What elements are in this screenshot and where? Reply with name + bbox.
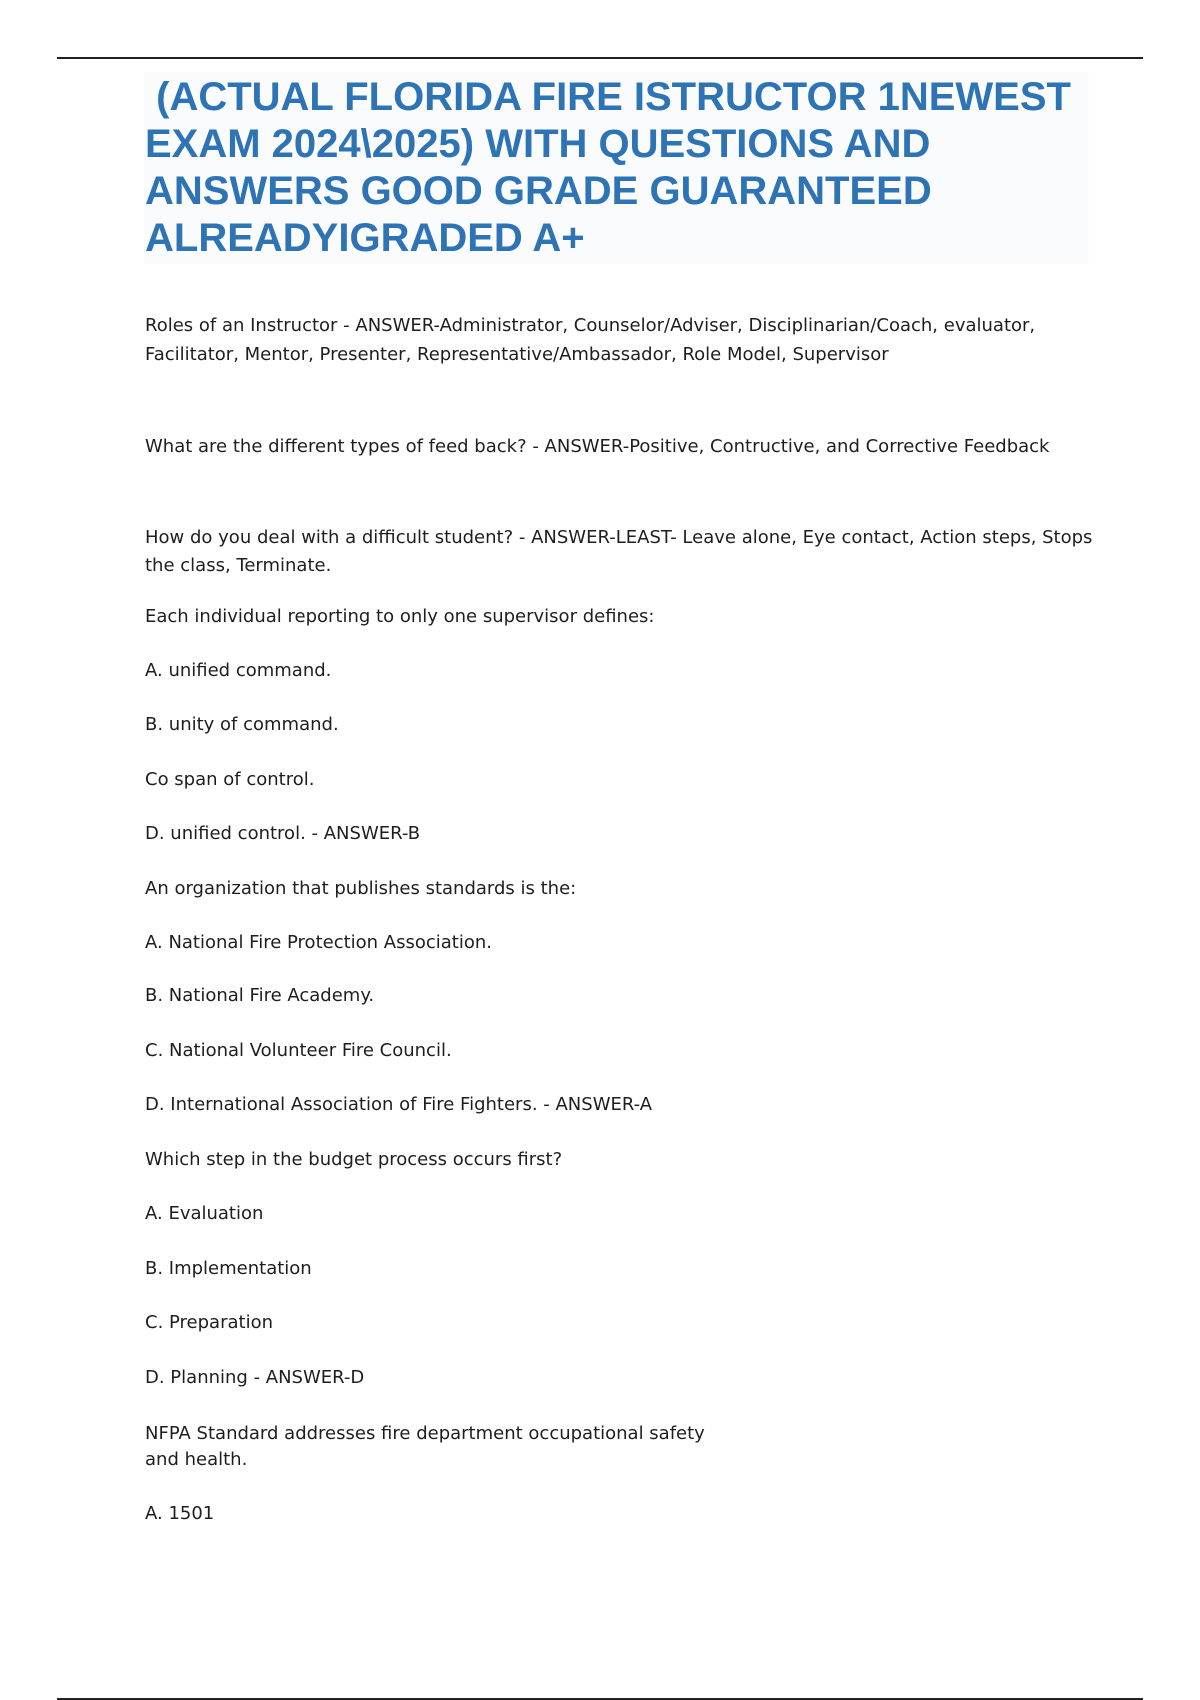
document-title: (ACTUAL FLORIDA FIRE ISTRUCTOR 1NEWEST EXAM 2024\2025) WITH QUESTIONS AND ANSWERS GOOD GRADE GUARANTEED ALREADYIGRADED A+: [145, 75, 1083, 260]
question-standards-organization: An organization that publishes standards is the:: [145, 878, 577, 899]
top-rule: [57, 57, 1143, 59]
paragraph-roles-of-instructor: Roles of an Instructor - ANSWER-Administrator, Counselor/Adviser, Disciplinarian/Coach, evaluator, Facilitator, Mentor, Presenter, Representative/Ambassador, Role Model, Supervisor: [145, 315, 1041, 365]
option-d-planning: D. Planning - ANSWER-D: [145, 1367, 365, 1388]
paragraph-feedback-types: What are the different types of feed back? - ANSWER-Positive, Contructive, and Corrective Feedback: [145, 436, 1050, 457]
option-b-national-fire-academy: B. National Fire Academy.: [145, 985, 375, 1006]
option-c-preparation: C. Preparation: [145, 1312, 273, 1333]
question-unity-of-command: Each individual reporting to only one supervisor defines:: [145, 606, 655, 627]
option-d-iaff: D. International Association of Fire Fighters. - ANSWER-A: [145, 1094, 653, 1115]
question-nfpa-standard: NFPA Standard addresses fire department occupational safety and health.: [145, 1423, 705, 1470]
option-a-nfpa: A. National Fire Protection Association.: [145, 932, 493, 953]
option-c-volunteer-fire-council: C. National Volunteer Fire Council.: [145, 1040, 452, 1061]
option-b-implementation: B. Implementation: [145, 1258, 312, 1279]
option-d-unified-control: D. unified control. - ANSWER-B: [145, 823, 421, 844]
option-a-unified-command: A. unified command.: [145, 660, 332, 681]
option-a-1501: A. 1501: [145, 1503, 215, 1524]
option-b-unity-of-command: B. unity of command.: [145, 714, 339, 735]
option-a-evaluation: A. Evaluation: [145, 1203, 264, 1224]
paragraph-difficult-student: How do you deal with a difficult student? - ANSWER-LEAST- Leave alone, Eye contact, Action steps, Stops the class, Terminate.: [145, 527, 1099, 576]
option-c-span-of-control: Co span of control.: [145, 769, 315, 790]
question-budget-process: Which step in the budget process occurs first?: [145, 1149, 563, 1170]
